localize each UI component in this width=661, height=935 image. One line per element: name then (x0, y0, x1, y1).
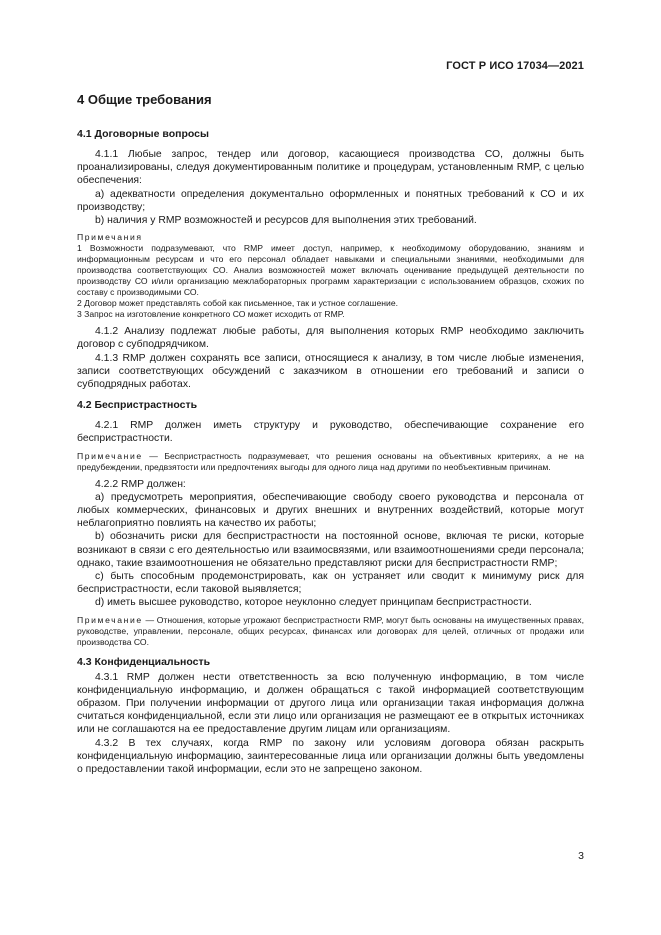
subsection-title-4-3: 4.3 Конфиденциальность (77, 655, 211, 668)
list-item-4-2-2-a: а) предусмотреть мероприятия, обеспечивающие свободу своего руководства и персонала от любых коммерческих, финансовых и других внешних и внутренних воздействий, которые могут неблагоприятно повлиять на качество их работы; (77, 491, 584, 530)
subsection-title-4-2: 4.2 Беспристрастность (77, 399, 198, 412)
paragraph-4-1-3: 4.1.3 RMP должен сохранять все записи, относящиеся к анализу, в том числе любые изменения, записи соответствующих обсуждений с заказчиком в отношении его требований и записи о субподрядных работах. (77, 352, 584, 391)
page-number: 3 (578, 850, 584, 862)
section-title: 4 Общие требования (77, 92, 212, 107)
list-item-4-1-1-a: а) адекватности определения документально оформленных и понятных требований к СО и их производству; (77, 188, 584, 213)
list-item-4-2-2-c: c) быть способным продемонстрировать, как он устраняет или сводит к минимуму риск для беспристрастности, если таковой выявляется; (77, 571, 584, 596)
paragraph-4-2-1: 4.2.1 RMP должен иметь структуру и руководство, обеспечивающие сохранение его беспристрастности. (77, 420, 584, 445)
paragraph-4-3-1: 4.3.1 RMP должен нести ответственность за всю полученную информацию, в том числе конфиденциальную информацию, и должен обращаться с такой информацией соответствующим образом. При получении информации от другого лица или организации такая информация должна считаться конфиденциальной, если эти лицо или организация не размещают ее в открытых источниках или не соглашаются на ее предоставление другим лицам или организациям. (77, 671, 584, 736)
document-code: ГОСТ Р ИСО 17034—2021 (446, 60, 584, 72)
list-item-4-2-2-d: d) иметь высшее руководство, которое неуклонно следует принципам беспристрастности. (95, 597, 532, 609)
note-text: — Отношения, которые угрожают беспристрастности RMP, могут быть основаны на имущественных правах, руководстве, управлении, персонале, общих ресурсах, финансах или договорах для целей, отличных от продажи или производства СО. (77, 614, 584, 647)
note-text: — Беспристрастность подразумевает, что решения основаны на объективных критериях, а не на предубеждении, предвзятости или предпочтениях выгоды для одного лица над другими по необъективным причинам. (77, 450, 584, 472)
paragraph-4-1-2: 4.1.2 Анализу подлежат любые работы, для выполнения которых RMP необходимо заключить договор с субподрядчиком. (77, 326, 584, 351)
note-relations (77, 615, 584, 648)
paragraph-4-3-2: 4.3.2 В тех случаях, когда RMP по закону или условиям договора обязан раскрыть конфиденциальную информацию, заинтересованные лица или организации должны быть уведомлены о предоставлении такой информации, если это не запрещено законом. (77, 737, 584, 776)
list-item-4-1-1-b: b) наличия у RMP возможностей и ресурсов для выполнения этих требований. (95, 215, 477, 227)
notes-heading-label: Примечания (77, 232, 143, 243)
list-item-4-2-2-b: b) обозначить риски для беспристрастности на постоянной основе, включая те риски, которые возникают в связи с его деятельностью или взаимосвязями, или взаимоотношениями среди персонала; однако, такие взаимоотношения не обязательно представляют риски для беспристрастности RMP; (77, 531, 584, 569)
subsection-title-4-1: 4.1 Договорные вопросы (77, 128, 209, 140)
note-1: 1 Возможности подразумевают, что RMP имеет доступ, например, к необходимому оборудованию, знаниям и информационным ресурсам и что его персонал обладает навыками и специальными знаниями, необходимыми для производства соответствующих СО. Анализ возможностей может включать оценивание предыдущей деятельности по производству СО и/или организацию межлабораторных программ характеризации с использованием образцов, схожих по составу с производимыми СО. (77, 243, 584, 298)
note-impartiality (77, 451, 584, 473)
note-2: 2 Договор может представлять собой как письменное, так и устное соглашение. (77, 298, 399, 309)
notes-heading (77, 232, 584, 243)
note-label: Примечание (77, 450, 143, 461)
document-body (77, 92, 584, 776)
note-3: 3 Запрос на изготовление конкретного СО может исходить от RMP. (77, 309, 345, 320)
paragraph-4-2-2: 4.2.2 RMP должен: (95, 478, 186, 490)
paragraph-4-1-1: 4.1.1 Любые запрос, тендер или договор, касающиеся производства СО, должны быть проанализированы, следуя документированным политике и процедурам, установленным RMP, с целью обеспечения: (77, 149, 584, 187)
note-label: Примечание (77, 614, 143, 625)
